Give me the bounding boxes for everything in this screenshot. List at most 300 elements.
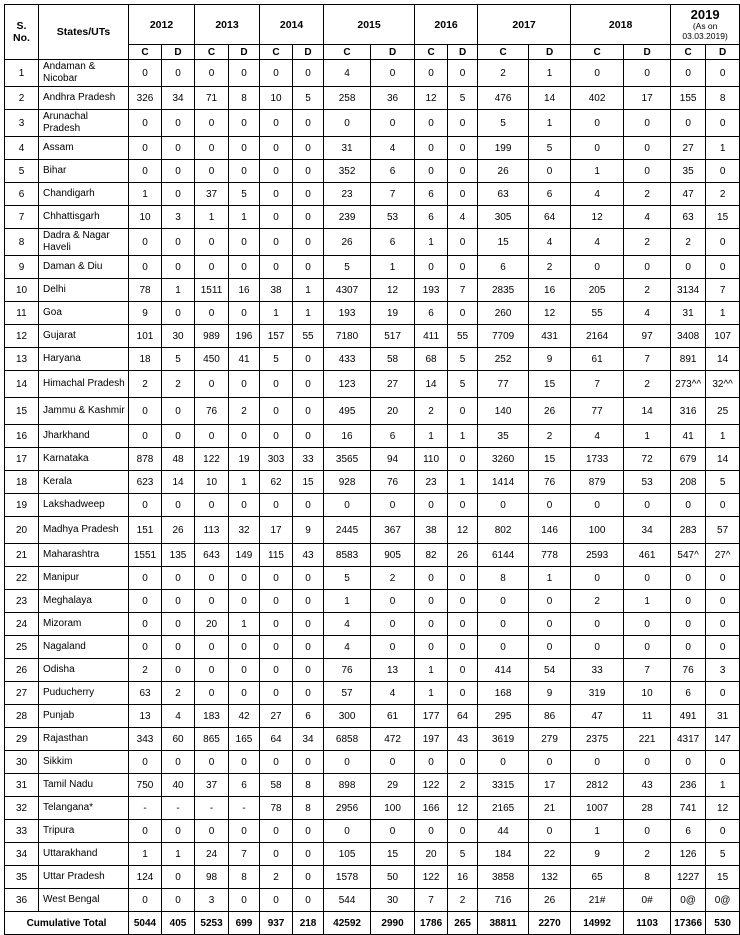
row-number: 30 <box>5 751 39 774</box>
cell-d-value: 0 <box>706 590 740 613</box>
cell-d-value: 0 <box>624 636 671 659</box>
cell-c-value: 1 <box>195 206 229 229</box>
header-year-2019-note: (As on 03.03.2019) <box>682 21 728 41</box>
cell-c-value: 4 <box>324 60 371 87</box>
state-name: Himachal Pradesh <box>39 371 129 398</box>
cell-d-value: 6 <box>371 229 415 256</box>
cell-d-value: 0@ <box>706 889 740 912</box>
cell-d-value: 0 <box>624 613 671 636</box>
cell-c-value: 57 <box>324 682 371 705</box>
header-state: States/UTs <box>39 5 129 60</box>
cell-d-value: 0 <box>293 348 324 371</box>
cell-d-value: 0 <box>371 590 415 613</box>
table-row <box>5 110 740 137</box>
cell-c-value: 197 <box>415 728 448 751</box>
cell-c-value: 4 <box>324 636 371 659</box>
cell-d-value: 0 <box>706 682 740 705</box>
cell-c-value: 741 <box>671 797 706 820</box>
cell-d-value: 0 <box>162 820 195 843</box>
total-value: 5044 <box>129 912 162 935</box>
cell-c-value: 0 <box>415 820 448 843</box>
state-name: Arunachal Pradesh <box>39 110 129 137</box>
cell-c-value: 879 <box>571 471 624 494</box>
cell-d-value: 0 <box>448 110 478 137</box>
cell-d-value: 41 <box>229 348 260 371</box>
cell-d-value: 0 <box>293 843 324 866</box>
row-number: 5 <box>5 160 39 183</box>
cell-d-value: 0 <box>229 820 260 843</box>
cell-d-value: 2 <box>229 398 260 425</box>
cell-c-value: 10 <box>260 87 293 110</box>
cell-d-value: 0 <box>448 160 478 183</box>
cell-c-value: 2 <box>478 60 529 87</box>
table-row <box>5 494 740 517</box>
header-year: 2014 <box>260 5 324 45</box>
row-number: 3 <box>5 110 39 137</box>
cell-c-value: 20 <box>415 843 448 866</box>
cell-d-value: 367 <box>371 517 415 544</box>
cell-c-value: 0 <box>260 60 293 87</box>
cell-d-value: 76 <box>529 471 571 494</box>
cell-d-value: 33 <box>293 448 324 471</box>
cell-c-value: 166 <box>415 797 448 820</box>
cell-d-value: 0 <box>162 425 195 448</box>
total-value: 530 <box>706 912 740 935</box>
cell-c-value: 0 <box>195 229 229 256</box>
cell-c-value: 491 <box>671 705 706 728</box>
cell-d-value: 0 <box>162 256 195 279</box>
cell-c-value: 2165 <box>478 797 529 820</box>
cell-d-value: 0 <box>293 425 324 448</box>
cell-d-value: 0 <box>706 567 740 590</box>
cell-d-value: 60 <box>162 728 195 751</box>
cell-c-value: 0 <box>478 494 529 517</box>
cell-d-value: 517 <box>371 325 415 348</box>
cell-c-value: 122 <box>415 774 448 797</box>
cell-d-value: 0 <box>529 613 571 636</box>
state-name: Sikkim <box>39 751 129 774</box>
cell-c-value: 236 <box>671 774 706 797</box>
cell-d-value: 21 <box>529 797 571 820</box>
row-number: 33 <box>5 820 39 843</box>
header-row-years <box>5 5 740 45</box>
cell-c-value: 476 <box>478 87 529 110</box>
cell-c-value: 305 <box>478 206 529 229</box>
header-c: C <box>478 45 529 60</box>
cell-d-value: 0 <box>162 60 195 87</box>
row-number: 26 <box>5 659 39 682</box>
table-row <box>5 682 740 705</box>
cell-d-value: 97 <box>624 325 671 348</box>
cell-c-value: 716 <box>478 889 529 912</box>
cell-c-value: 101 <box>129 325 162 348</box>
cell-d-value: 13 <box>371 659 415 682</box>
table-row <box>5 590 740 613</box>
cell-c-value: 16 <box>324 425 371 448</box>
cell-c-value: 0 <box>195 494 229 517</box>
cell-d-value: 1 <box>706 137 740 160</box>
cell-d-value: 6 <box>293 705 324 728</box>
cell-c-value: 0 <box>195 659 229 682</box>
cell-d-value: 0 <box>162 590 195 613</box>
cell-d-value: 15 <box>706 206 740 229</box>
header-c: C <box>129 45 162 60</box>
cell-d-value: 4 <box>371 682 415 705</box>
cell-d-value: 8 <box>624 866 671 889</box>
cell-c-value: 3 <box>195 889 229 912</box>
header-year: 2016 <box>415 5 478 45</box>
header-d: D <box>448 45 478 60</box>
state-name: Andaman & Nicobar <box>39 60 129 87</box>
row-number: 22 <box>5 567 39 590</box>
total-value: 17366 <box>671 912 706 935</box>
cell-d-value: 905 <box>371 544 415 567</box>
cell-c-value: 5 <box>260 348 293 371</box>
cell-c-value: 7180 <box>324 325 371 348</box>
cell-c-value: 10 <box>195 471 229 494</box>
cell-c-value: 0 <box>129 60 162 87</box>
row-number: 13 <box>5 348 39 371</box>
cell-c-value: 8 <box>478 567 529 590</box>
header-c: C <box>671 45 706 60</box>
cell-d-value: 7 <box>371 183 415 206</box>
cell-d-value: 0 <box>448 567 478 590</box>
cell-d-value: 34 <box>162 87 195 110</box>
cell-d-value: 0 <box>448 590 478 613</box>
cell-c-value: 0 <box>129 494 162 517</box>
cell-d-value: 2 <box>624 229 671 256</box>
cell-d-value: 5 <box>706 843 740 866</box>
cell-c-value: 750 <box>129 774 162 797</box>
cell-d-value: 34 <box>624 517 671 544</box>
cell-c-value: 38 <box>260 279 293 302</box>
cell-c-value: 199 <box>478 137 529 160</box>
header-year: 2012 <box>129 5 195 45</box>
cell-d-value: 1 <box>624 425 671 448</box>
cell-c-value: 12 <box>415 87 448 110</box>
cell-d-value: 2 <box>162 371 195 398</box>
cell-d-value: 4 <box>371 137 415 160</box>
cell-c-value: 10 <box>129 206 162 229</box>
cell-d-value: 7 <box>448 279 478 302</box>
row-number: 20 <box>5 517 39 544</box>
cell-d-value: 0 <box>448 60 478 87</box>
cell-c-value: 0 <box>129 751 162 774</box>
row-number: 35 <box>5 866 39 889</box>
cell-c-value: 252 <box>478 348 529 371</box>
cell-d-value: 0 <box>624 137 671 160</box>
cell-c-value: 295 <box>478 705 529 728</box>
state-name: Telangana* <box>39 797 129 820</box>
total-row <box>5 912 740 935</box>
cell-c-value: 0 <box>195 110 229 137</box>
cell-d-value: 0 <box>624 494 671 517</box>
table-row <box>5 636 740 659</box>
cell-d-value: 17 <box>624 87 671 110</box>
row-number: 19 <box>5 494 39 517</box>
cell-d-value: 0 <box>293 866 324 889</box>
state-name: Bihar <box>39 160 129 183</box>
cell-d-value: 4 <box>624 302 671 325</box>
cell-d-value: 61 <box>371 705 415 728</box>
cell-c-value: 547^ <box>671 544 706 567</box>
cell-d-value: 12 <box>706 797 740 820</box>
cell-d-value: 55 <box>448 325 478 348</box>
cell-c-value: 0 <box>671 110 706 137</box>
cell-d-value: 0 <box>162 137 195 160</box>
table-row <box>5 820 740 843</box>
cell-c-value: 0 <box>324 110 371 137</box>
cell-c-value: 0 <box>260 590 293 613</box>
state-name: Kerala <box>39 471 129 494</box>
cell-c-value: 47 <box>571 705 624 728</box>
cell-c-value: 77 <box>478 371 529 398</box>
cell-c-value: 0 <box>415 256 448 279</box>
cell-c-value: 3565 <box>324 448 371 471</box>
cell-d-value: 0 <box>293 636 324 659</box>
cell-c-value: 0 <box>478 590 529 613</box>
table-row <box>5 705 740 728</box>
cell-d-value: 27^ <box>706 544 740 567</box>
cell-d-value: 0 <box>293 206 324 229</box>
cell-c-value: 0@ <box>671 889 706 912</box>
cell-d-value: 1 <box>229 613 260 636</box>
cell-c-value: 0 <box>260 256 293 279</box>
cell-d-value: 0 <box>448 820 478 843</box>
header-d: D <box>162 45 195 60</box>
total-value: 5253 <box>195 912 229 935</box>
total-value: 218 <box>293 912 324 935</box>
cell-d-value: 0 <box>448 613 478 636</box>
cell-d-value: 0 <box>624 60 671 87</box>
cell-d-value: 0 <box>706 110 740 137</box>
cell-d-value: 0 <box>293 820 324 843</box>
table-row <box>5 160 740 183</box>
header-c: C <box>571 45 624 60</box>
table-row <box>5 302 740 325</box>
cell-c-value: 0 <box>415 751 448 774</box>
cell-c-value: 0 <box>260 425 293 448</box>
cell-d-value: 22 <box>529 843 571 866</box>
table-row <box>5 256 740 279</box>
state-name: Goa <box>39 302 129 325</box>
table-row <box>5 889 740 912</box>
state-name: Maharashtra <box>39 544 129 567</box>
total-value: 699 <box>229 912 260 935</box>
cell-d-value: 19 <box>371 302 415 325</box>
header-c: C <box>415 45 448 60</box>
total-value: 38811 <box>478 912 529 935</box>
cell-d-value: 0 <box>624 567 671 590</box>
total-value: 1786 <box>415 912 448 935</box>
cell-d-value: 0 <box>293 567 324 590</box>
cell-d-value: 7 <box>624 659 671 682</box>
table-row <box>5 751 740 774</box>
cell-c-value: 1007 <box>571 797 624 820</box>
row-number: 21 <box>5 544 39 567</box>
state-name: Rajasthan <box>39 728 129 751</box>
row-number: 4 <box>5 137 39 160</box>
cell-c-value: 411 <box>415 325 448 348</box>
cell-d-value: 0 <box>706 229 740 256</box>
cell-d-value: 0 <box>293 229 324 256</box>
cell-d-value: 2 <box>624 183 671 206</box>
state-name: Assam <box>39 137 129 160</box>
header-d: D <box>529 45 571 60</box>
cell-d-value: 135 <box>162 544 195 567</box>
cell-c-value: 3619 <box>478 728 529 751</box>
cell-c-value: 0 <box>260 659 293 682</box>
cell-c-value: 0 <box>571 751 624 774</box>
row-number: 24 <box>5 613 39 636</box>
cell-d-value: 14 <box>706 448 740 471</box>
cell-d-value: 1 <box>624 590 671 613</box>
cell-d-value: 2 <box>371 567 415 590</box>
cell-d-value: 4 <box>162 705 195 728</box>
cell-d-value: 34 <box>293 728 324 751</box>
cell-c-value: 78 <box>260 797 293 820</box>
cell-d-value: 0 <box>162 567 195 590</box>
cell-d-value: 1 <box>229 471 260 494</box>
cell-c-value: 414 <box>478 659 529 682</box>
cell-c-value: 0 <box>571 613 624 636</box>
cell-d-value: 0 <box>293 659 324 682</box>
table-row <box>5 567 740 590</box>
cell-c-value: 0 <box>129 229 162 256</box>
table-row <box>5 448 740 471</box>
cell-c-value: 623 <box>129 471 162 494</box>
cell-d-value: 14 <box>529 87 571 110</box>
cell-d-value: 1 <box>529 60 571 87</box>
cell-d-value: 10 <box>624 682 671 705</box>
cell-c-value: 37 <box>195 183 229 206</box>
cell-c-value: 0 <box>260 494 293 517</box>
cell-d-value: 1 <box>706 302 740 325</box>
cell-c-value: 0 <box>671 636 706 659</box>
cell-d-value: 0 <box>448 256 478 279</box>
cell-d-value: 5 <box>162 348 195 371</box>
cell-d-value: 40 <box>162 774 195 797</box>
row-number: 10 <box>5 279 39 302</box>
cell-c-value: 100 <box>571 517 624 544</box>
cell-c-value: 1414 <box>478 471 529 494</box>
cell-c-value: 273^^ <box>671 371 706 398</box>
cell-c-value: 0 <box>129 137 162 160</box>
cell-c-value: 0 <box>671 590 706 613</box>
cell-c-value: 4307 <box>324 279 371 302</box>
cell-c-value: 115 <box>260 544 293 567</box>
cell-c-value: 0 <box>260 567 293 590</box>
cell-c-value: 0 <box>129 160 162 183</box>
cell-d-value: 0 <box>293 682 324 705</box>
row-number: 36 <box>5 889 39 912</box>
cell-d-value: 94 <box>371 448 415 471</box>
cell-d-value: 0 <box>162 659 195 682</box>
cell-c-value: 258 <box>324 87 371 110</box>
state-name: Madhya Pradesh <box>39 517 129 544</box>
cell-d-value: 0 <box>162 494 195 517</box>
header-year: 2018 <box>571 5 671 45</box>
row-number: 27 <box>5 682 39 705</box>
table-row <box>5 348 740 371</box>
state-name: Tamil Nadu <box>39 774 129 797</box>
cell-d-value: 1 <box>162 843 195 866</box>
state-wise-data-table <box>4 4 740 935</box>
cell-c-value: 0 <box>571 636 624 659</box>
cell-d-value: 0 <box>162 398 195 425</box>
cell-c-value: 7709 <box>478 325 529 348</box>
cell-d-value: 15 <box>529 371 571 398</box>
cell-c-value: 1 <box>571 160 624 183</box>
row-number: 23 <box>5 590 39 613</box>
state-name: Gujarat <box>39 325 129 348</box>
row-number: 34 <box>5 843 39 866</box>
table-row <box>5 398 740 425</box>
cell-d-value: 26 <box>448 544 478 567</box>
cell-c-value: 168 <box>478 682 529 705</box>
table-row <box>5 728 740 751</box>
cell-d-value: 9 <box>529 682 571 705</box>
cell-c-value: 303 <box>260 448 293 471</box>
cell-d-value: 0 <box>624 751 671 774</box>
cell-c-value: 183 <box>195 705 229 728</box>
cell-d-value: 6 <box>371 425 415 448</box>
cell-d-value: 0 <box>293 613 324 636</box>
cell-d-value: 8 <box>706 87 740 110</box>
cell-d-value: 8 <box>293 797 324 820</box>
cell-c-value: 33 <box>571 659 624 682</box>
cell-d-value: 149 <box>229 544 260 567</box>
cell-c-value: 123 <box>324 371 371 398</box>
cell-c-value: 37 <box>195 774 229 797</box>
cell-c-value: 105 <box>324 843 371 866</box>
cell-d-value: 55 <box>293 325 324 348</box>
cell-d-value: 0 <box>229 256 260 279</box>
cell-d-value: 6 <box>229 774 260 797</box>
cell-d-value: 0 <box>371 820 415 843</box>
cell-d-value: 132 <box>529 866 571 889</box>
cell-c-value: 2445 <box>324 517 371 544</box>
cell-c-value: 0 <box>260 229 293 256</box>
cell-c-value: 65 <box>571 866 624 889</box>
cell-c-value: 3858 <box>478 866 529 889</box>
cell-c-value: 0 <box>195 256 229 279</box>
cell-d-value: 36 <box>371 87 415 110</box>
cell-c-value: 0 <box>129 820 162 843</box>
cell-d-value: 2 <box>706 183 740 206</box>
cell-c-value: 58 <box>260 774 293 797</box>
cell-c-value: 193 <box>415 279 448 302</box>
cell-d-value: 2 <box>529 425 571 448</box>
cell-c-value: 31 <box>324 137 371 160</box>
table-row <box>5 206 740 229</box>
cell-d-value: 32^^ <box>706 371 740 398</box>
cell-d-value: 8 <box>293 774 324 797</box>
cell-c-value: 989 <box>195 325 229 348</box>
cell-c-value: 3408 <box>671 325 706 348</box>
cell-c-value: - <box>129 797 162 820</box>
cell-c-value: 1733 <box>571 448 624 471</box>
cell-c-value: 4 <box>571 183 624 206</box>
state-name: West Bengal <box>39 889 129 912</box>
cell-d-value: 54 <box>529 659 571 682</box>
state-name: Delhi <box>39 279 129 302</box>
header-year: 2017 <box>478 5 571 45</box>
state-name: Karnataka <box>39 448 129 471</box>
cell-d-value: 472 <box>371 728 415 751</box>
cell-d-value: 6 <box>529 183 571 206</box>
cell-c-value: 0 <box>129 256 162 279</box>
